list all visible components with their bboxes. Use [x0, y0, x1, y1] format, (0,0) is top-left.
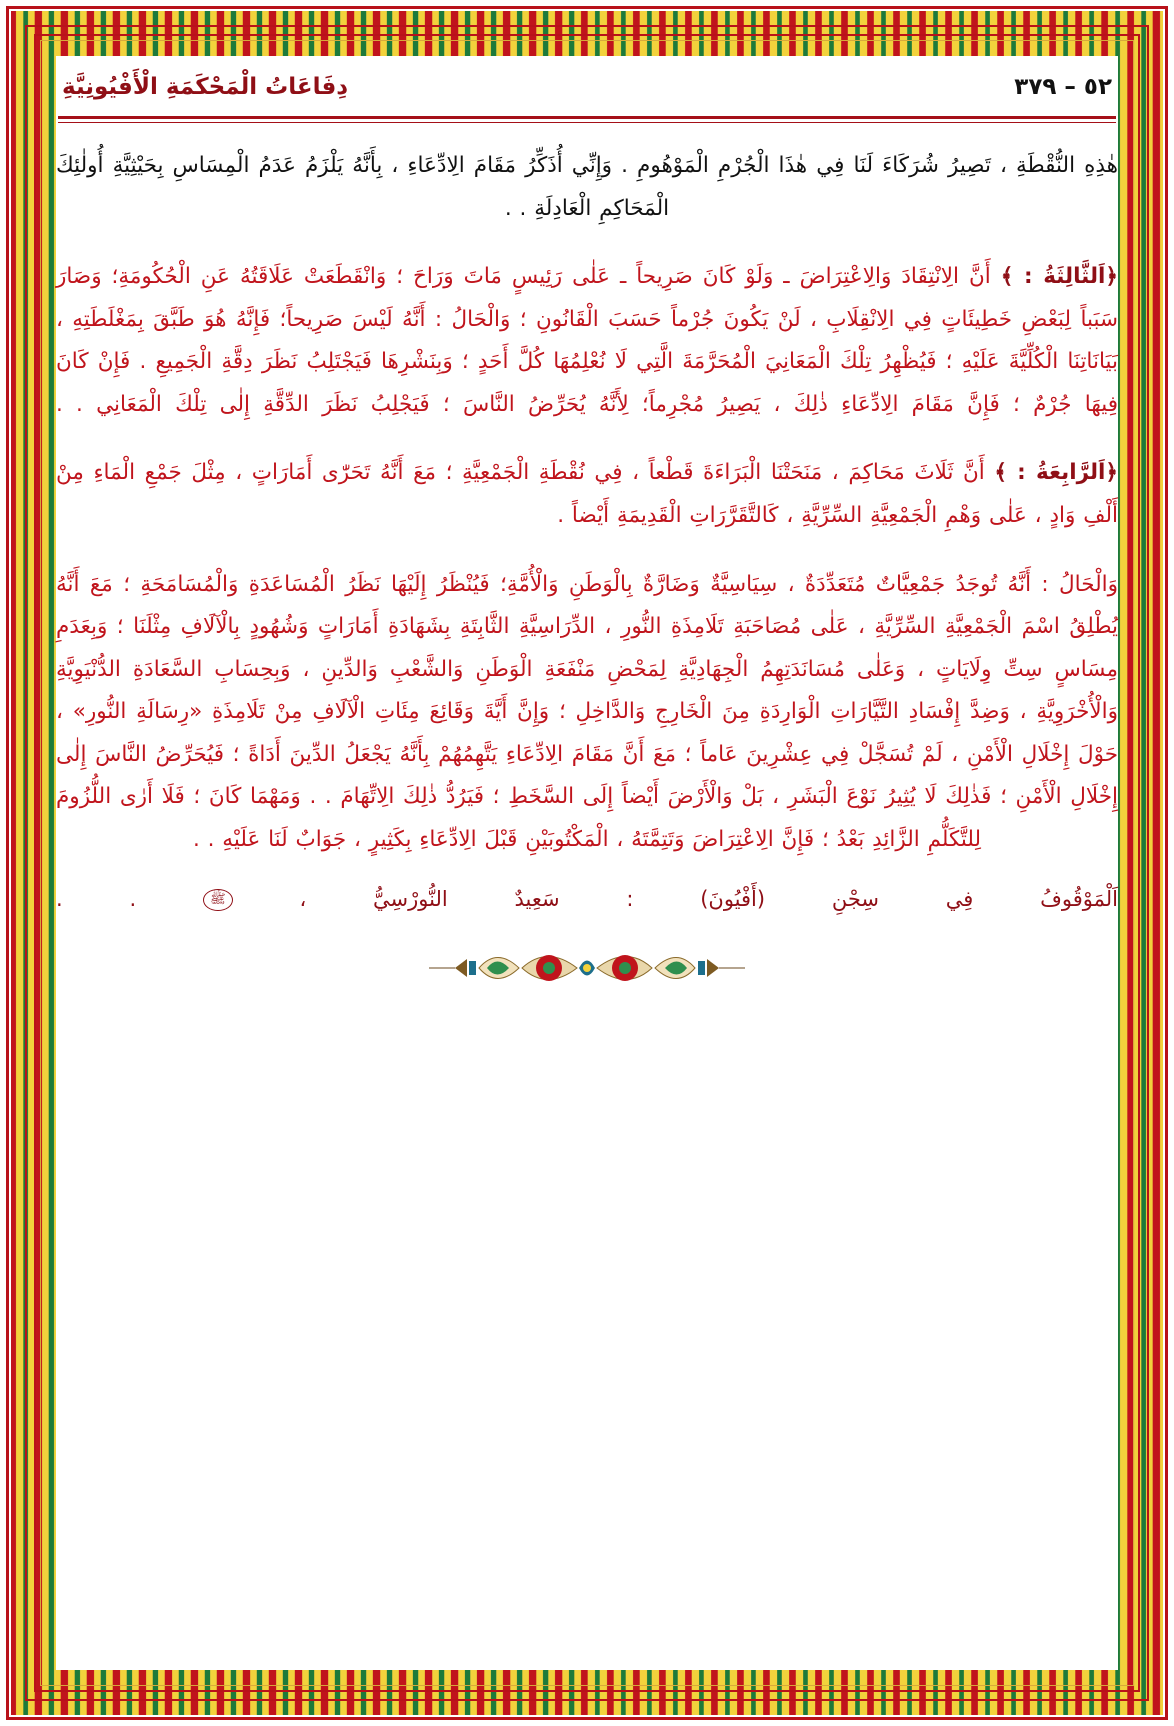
paragraph-1: هٰذِهِ النُّقْطَةِ ، تَصِيرُ شُرَكَاءَ لَنَا فِي هٰذَا الْجُرْمِ الْمَوْهُومِ . وَإِنِّي أُذَكِّرُ مَقَامَ الِادِّعَاءِ ، بِأَنَّهُ يَلْزَمُ عَدَمُ الْمِسَاسِ بِحَيْثِيَّةِ أُولٰئِكَ الْمَحَاكِمِ الْعَادِلَةِ . . [56, 153, 1118, 221]
page-title: دِفَاعَاتُ الْمَحْكَمَةِ الْأَفْيُونِيَّةِ [62, 74, 349, 100]
seal-icon: ﷺ [203, 889, 233, 911]
paragraph-2-lead: ﴿اَلثَّالِثَةُ : ﴾ [1000, 264, 1118, 290]
signature-text-before: اَلْمَوْقُوفُ فِي سِجْنِ (أَفْيُونَ) : سَعِيدٌ النُّورْسِيُّ ، [232, 887, 1118, 912]
paragraph-3-text: أَنَّ ثَلَاثَ مَحَاكِمَ ، مَنَحَتْنَا الْبَرَاءَةَ قَطْعاً ، فِي نُقْطَةِ الْجَمْعِيَّةِ ؛ مَعَ أَنَّهُ تَحَرّٰى أَمَارَاتٍ ، مِثْلَ جَمْعِ الْمَاءِ مِنْ أَلْفِ وَادٍ ، عَلٰى وَهْمِ الْجَمْعِيَّةِ السِّرِّيَّةِ ، كَالتَّقَرَّرَاتِ الْقَدِيمَةِ أَيْضاً . [56, 460, 1118, 528]
paragraph-4: وَالْحَالُ : أَنَّهُ تُوجَدُ جَمْعِيَّاتٌ مُتَعَدِّدَةٌ ، سِيَاسِيَّةٌ وَضَارَّةٌ بِالْوَطَنِ وَالْأُمَّةِ؛ فَيُنْظَرُ إِلَيْهَا نَظَرُ الْمُسَاعَدَةِ وَالْمُسَامَحَةِ ؛ مَعَ أَنَّهُ يُطْلِقُ اسْمَ الْجَمْعِيَّةِ السِّرِّيَّةِ ، عَلٰى مُصَاحَبَةِ تَلَامِذَةِ النُّورِ ، الدِّرَاسِيَّةِ الثَّابِتَةِ بِشَهَادَةِ أَمَارَاتٍ وَشُهُودٍ بِالْآلَافِ مِثْلَنَا ؛ وَبِعَدَمِ مِسَاسٍ سِتِّ وِلَايَاتٍ ، وَعَلٰى مُسَانَدَتِهِمُ الْجِهَادِيَّةِ لِمَحْضِ مَنْفَعَةِ الْوَطَنِ وَالشَّعْبِ وَالدِّينِ ، وَبِحِسَابِ السَّعَادَةِ الدُّنْيَوِيَّةِ وَالْأُخْرَوِيَّةِ ، وَضِدَّ إِفْسَادِ التَّيَّارَاتِ الْوَارِدَةِ مِنَ الْخَارِجِ وَالدَّاخِلِ ؛ وَإِنَّ أَيَّةَ وَقَائِعَ مِئَاتِ الْآلَافِ مِنْ تَلَامِذَةِ «رِسَالَةِ النُّورِ» ، حَوْلَ إِخْلَالِ الْأَمْنِ ، لَمْ تُسَجَّلْ فِي عِشْرِينَ عَاماً ؛ مَعَ أَنَّ مَقَامَ الِادِّعَاءِ يَتَّهِمُهُمْ بِأَنَّهُ يَجْعَلُ الدِّينَ أَدَاةً ؛ فَيُحَرِّضُ النَّاسَ إِلٰى إِخْلَالِ الْأَمْنِ ؛ فَذٰلِكَ لَا يُثِيرُ نَوْعَ الْبَشَرِ ، بَلْ وَالْأَرْضَ أَيْضاً إِلَى السَّخَطِ ؛ فَيَرُدُّ ذٰلِكَ الِاتِّهَامَ . . وَمَهْمَا كَانَ ؛ فَلَا أَرٰى اللُّزُومَ لِلتَّكَلُّمِ الزَّائِدِ بَعْدُ ؛ فَإِنَّ الِاعْتِرَاضَ وَتَتِمَّتَهُ ، الْمَكْتُوبَيْنِ قَبْلَ الِادِّعَاءِ بِكَثِيرٍ ، جَوَابٌ لَنَا عَلَيْهِ . . [56, 571, 1118, 852]
header-divider-thin [58, 122, 1116, 123]
floral-divider-ornament [56, 945, 1118, 991]
header-divider-thick [58, 116, 1116, 119]
ornament-svg [427, 945, 747, 991]
signature-text-after: . . [56, 887, 203, 912]
paragraph-3 [56, 452, 1118, 537]
page-number: ٥٢ – ٣٧٩ [1014, 74, 1112, 100]
paragraph-2-text: أَنَّ الِانْتِقَادَ وَالِاعْتِرَاضَ ـ وَلَوْ كَانَ صَرِيحاً ـ عَلٰى رَئِيسٍ مَاتَ وَرَاحَ ؛ وَانْقَطَعَتْ عَلَاقَتُهُ عَنِ الْحُكُومَةِ؛ وَصَارَ سَبَباً لِبَعْضِ خَطِيئَاتٍ فِي الِانْقِلَابِ ، لَنْ يَكُونَ جُرْماً حَسَبَ الْقَانُونِ ؛ وَالْحَالُ : أَنَّهُ لَيْسَ صَرِيحاً؛ فَإِنَّهُ هُوَ طَبَّقَ بِمَغْلَطَتِهِ ، بَيَانَاتِنَا الْكُلِّيَّةَ عَلَيْهِ ؛ فَيُظْهِرُ تِلْكَ الْمَعَانِيَ الْمُحَرَّمَةَ الَّتِي لَا نُعْلِمُهَا كُلَّ أَحَدٍ ؛ وَبِنَشْرِهَا فَيَجْتَلِبُ نَظَرَ دِقَّةِ الْجَمِيعِ . فَإِنْ كَانَ فِيهَا جُرْمٌ ؛ فَإِنَّ مَقَامَ الِادِّعَاءِ ذٰلِكَ ، يَصِيرُ مُجْرِماً؛ لِأَنَّهُ يُحَرِّضُ النَّاسَ ؛ فَيَجْلِبُ نَظَرَ الدِّقَّةِ إِلٰى تِلْكَ الْمَعَانِي . . [56, 264, 1118, 417]
body-text [56, 145, 1118, 991]
page-header [56, 56, 1118, 106]
signature-line [56, 887, 1118, 911]
paragraph-2 [56, 256, 1118, 426]
page-content [56, 56, 1118, 1670]
paragraph-3-lead: ﴿اَلرَّابِعَةُ : ﴾ [994, 460, 1118, 486]
